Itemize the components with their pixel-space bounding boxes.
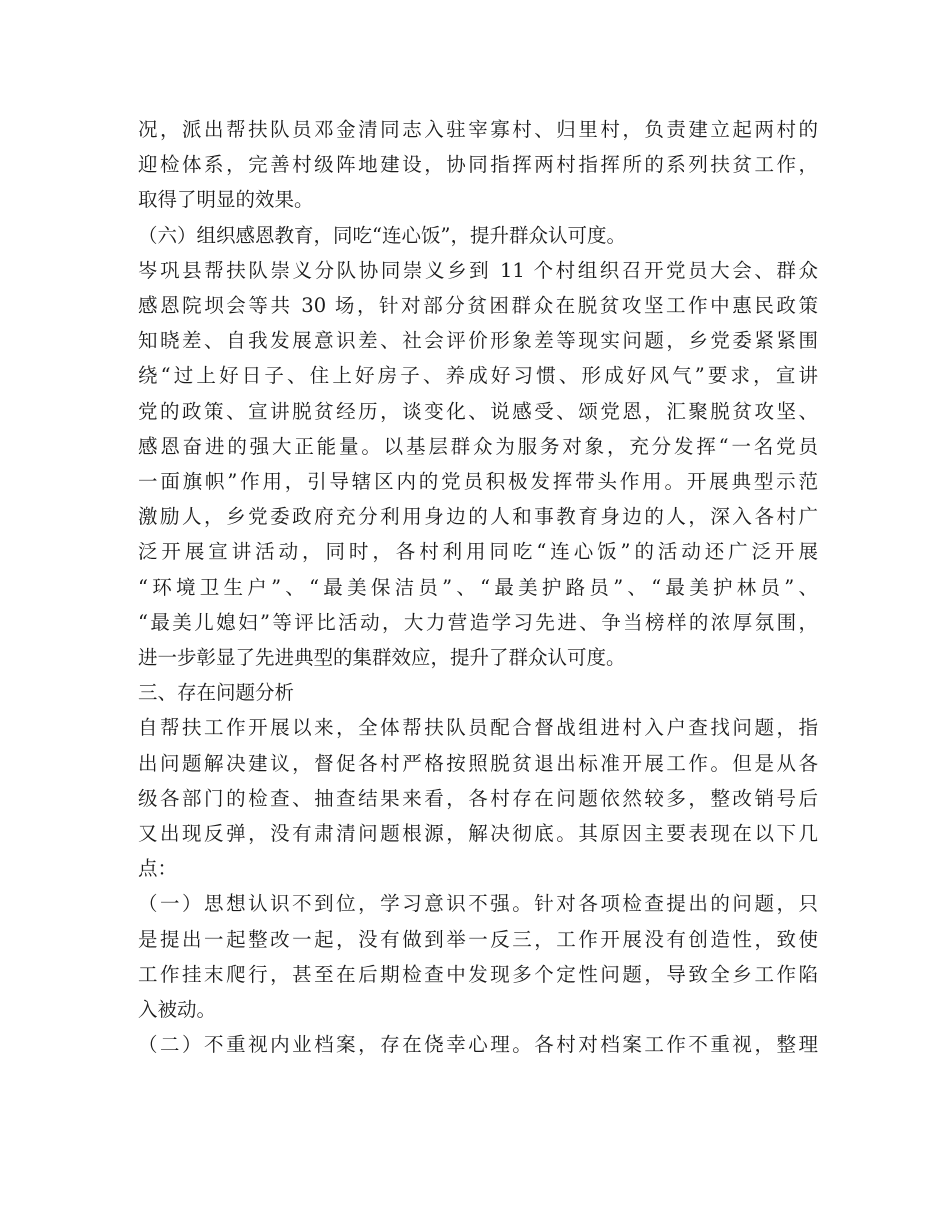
text-line: 级各部门的检查、抽查结果来看，各村存在问题依然较多，整改销号后 (138, 786, 818, 810)
text-line: 激励人，乡党委政府充分利用身边的人和事教育身边的人，深入各村广 (138, 505, 818, 529)
text-line: 岑巩县帮扶队崇义分队协同崇义乡到 11 个村组织召开党员大会、群众 (138, 258, 818, 282)
text-line: 泛开展宣讲活动，同时，各村利用同吃“连心饭”的活动还广泛开展 (138, 540, 818, 564)
section-heading: 三、存在问题分析 (138, 681, 295, 705)
text-line: 出问题解决建议，督促各村严格按照脱贫退出标准开展工作。但是从各 (138, 751, 818, 775)
section-heading: （六）组织感恩教育，同吃“连心饭”，提升群众认可度。 (138, 223, 626, 247)
document-body (138, 112, 818, 1062)
text-line: 自帮扶工作开展以来，全体帮扶队员配合督战组进村入户查找问题，指 (138, 716, 818, 740)
text-line: 感恩院坝会等共 30 场，针对部分贫困群众在脱贫攻坚工作中惠民政策 (138, 294, 818, 318)
text-line: 况，派出帮扶队员邓金清同志入驻宰寡村、归里村，负责建立起两村的 (138, 118, 818, 141)
text-line: 是提出一起整改一起，没有做到举一反三，工作开展没有创造性，致使 (138, 927, 818, 951)
text-line: 知晓差、自我发展意识差、社会评价形象差等现实问题，乡党委紧紧围 (138, 329, 818, 353)
text-line: “最美儿媳妇”等评比活动，大力营造学习先进、争当榜样的浓厚氛围， (138, 610, 818, 634)
text-line: 又出现反弹，没有肃清问题根源，解决彻底。其原因主要表现在以下几 (138, 822, 818, 846)
text-line: 入被动。 (138, 998, 217, 1022)
text-line: “环境卫生户”、“最美保洁员”、“最美护路员”、“最美护林员”、 (138, 575, 818, 599)
text-line: 党的政策、宣讲脱贫经历，谈变化、说感受、颂党恩，汇聚脱贫攻坚、 (138, 399, 818, 423)
text-line: 取得了明显的效果。 (138, 188, 314, 212)
text-line: 感恩奋进的强大正能量。以基层群众为服务对象，充分发挥“一名党员 (138, 434, 818, 458)
text-line: 进一步彰显了先进典型的集群效应，提升了群众认可度。 (138, 646, 626, 670)
text-line: 一面旗帜”作用，引导辖区内的党员积极发挥带头作用。开展典型示范 (138, 470, 818, 494)
text-line: 迎检体系，完善村级阵地建设，协同指挥两村指挥所的系列扶贫工作， (138, 153, 818, 177)
text-line: 绕“过上好日子、住上好房子、养成好习惯、形成好风气”要求，宣讲 (138, 364, 818, 388)
text-line: （一）思想认识不到位，学习意识不强。针对各项检查提出的问题，只 (138, 892, 818, 916)
text-line: 点： (138, 857, 178, 881)
text-line: （二）不重视内业档案，存在侥幸心理。各村对档案工作不重视，整理 (138, 1033, 818, 1057)
text-line: 工作挂末爬行，甚至在后期检查中发现多个定性问题，导致全乡工作陷 (138, 962, 818, 986)
